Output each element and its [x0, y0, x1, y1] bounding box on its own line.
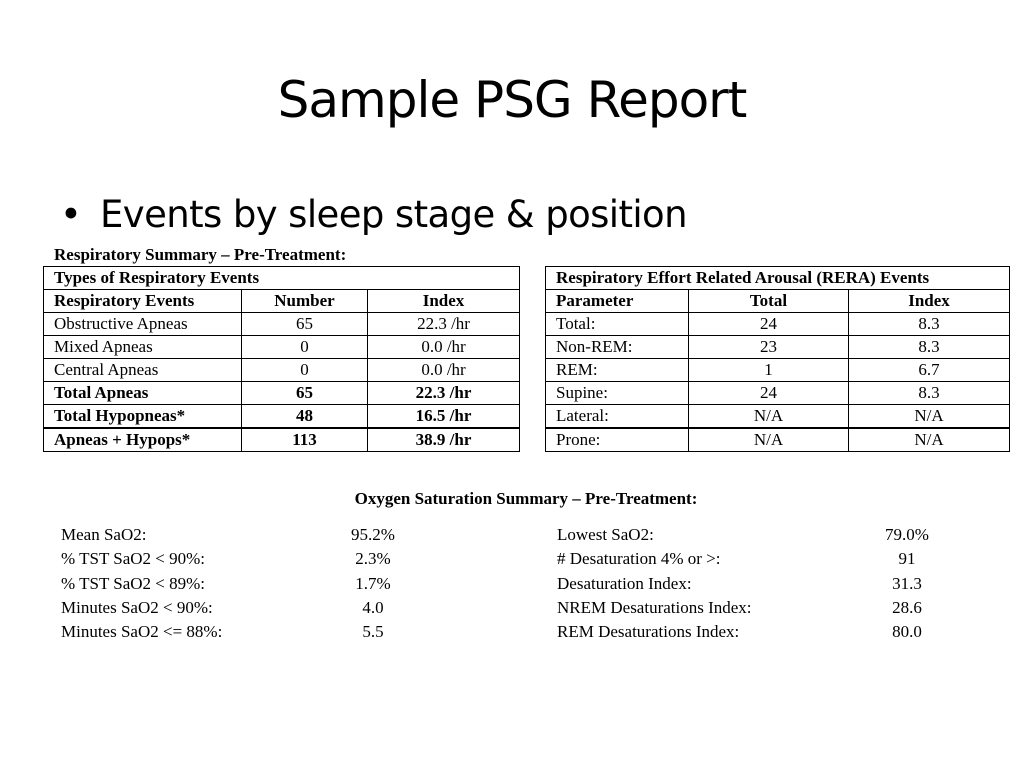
stat-label: Minutes SaO2 < 90%:: [61, 597, 213, 617]
row-index: 8.3: [849, 313, 1010, 336]
row-label: Apneas + Hypops*: [44, 428, 242, 452]
bullet-dot-icon: •: [60, 193, 82, 236]
row-label: Lateral:: [546, 405, 689, 429]
stat-value: 31.3: [892, 573, 922, 593]
stat-label: % TST SaO2 < 89%:: [61, 573, 206, 593]
stat-label: Minutes SaO2 <= 88%:: [61, 622, 223, 642]
stat-value: 79.0%: [885, 525, 929, 544]
table-row: [44, 336, 520, 359]
table-group-header: Types of Respiratory Events: [44, 267, 520, 290]
table-row: [44, 405, 520, 429]
stat-value: 28.6: [892, 597, 922, 617]
column-header: Index: [368, 290, 520, 313]
slide-title: Sample PSG Report: [277, 71, 747, 129]
row-total: 24: [689, 382, 849, 405]
row-label: Supine:: [546, 382, 689, 405]
row-number: 65: [242, 382, 368, 405]
row-number: 0: [242, 359, 368, 382]
row-index: 22.3 /hr: [368, 382, 520, 405]
stat-value: 91: [898, 549, 916, 569]
stat-label: NREM Desaturations Index:: [557, 597, 752, 617]
row-index: 22.3 /hr: [368, 313, 520, 336]
row-number: 113: [242, 428, 368, 452]
table-row: [44, 428, 520, 452]
column-header: Parameter: [546, 290, 689, 313]
row-index: 8.3: [849, 336, 1010, 359]
row-index: N/A: [849, 405, 1010, 429]
column-header: Index: [849, 290, 1010, 313]
stat-value: 95.2%: [351, 525, 395, 544]
oxygen-right-values: [856, 523, 958, 644]
stat-label: # Desaturation 4% or >:: [557, 549, 721, 569]
row-total: N/A: [689, 428, 849, 452]
stat-label: Desaturation Index:: [557, 573, 692, 593]
row-index: 8.3: [849, 382, 1010, 405]
table-group-header: Respiratory Effort Related Arousal (RERA) Events: [546, 267, 1010, 290]
stat-label: Mean SaO2:: [61, 525, 147, 544]
row-label: Non-REM:: [546, 336, 689, 359]
table-row: [546, 359, 1010, 382]
stat-value: 80.0: [892, 622, 922, 642]
oxygen-left-labels: [61, 523, 222, 644]
row-index: 6.7: [849, 359, 1010, 382]
row-number: 0: [242, 336, 368, 359]
bullet-point: [60, 190, 687, 240]
table-row: [44, 359, 520, 382]
column-header: Number: [242, 290, 368, 313]
table-row: [546, 336, 1010, 359]
row-total: 23: [689, 336, 849, 359]
row-total: 24: [689, 313, 849, 336]
table-row: [546, 428, 1010, 452]
row-index: 0.0 /hr: [368, 359, 520, 382]
row-index: 16.5 /hr: [368, 405, 520, 429]
row-total: N/A: [689, 405, 849, 429]
row-label: Central Apneas: [44, 359, 242, 382]
row-label: Mixed Apneas: [44, 336, 242, 359]
row-label: Prone:: [546, 428, 689, 452]
row-label: Obstructive Apneas: [44, 313, 242, 336]
row-label: Total Apneas: [44, 382, 242, 405]
oxygen-left-values: [320, 523, 426, 644]
oxygen-summary-title: Oxygen Saturation Summary – Pre-Treatment:: [354, 489, 698, 508]
row-label: REM:: [546, 359, 689, 382]
column-header: Respiratory Events: [44, 290, 242, 313]
stat-label: % TST SaO2 < 90%:: [61, 549, 206, 569]
stat-value: 1.7%: [355, 573, 391, 593]
table-row: [44, 313, 520, 336]
stat-value: 4.0: [362, 597, 384, 617]
row-label: Total:: [546, 313, 689, 336]
stat-value: 5.5: [362, 622, 384, 642]
table-row: [546, 382, 1010, 405]
stat-label: REM Desaturations Index:: [557, 622, 740, 642]
bullet-text: Events by sleep stage & position: [100, 193, 687, 236]
row-total: 1: [689, 359, 849, 382]
row-index: 0.0 /hr: [368, 336, 520, 359]
table-row: [546, 313, 1010, 336]
row-index: 38.9 /hr: [368, 428, 520, 452]
rera-events-table: [545, 266, 1010, 452]
stat-value: 2.3%: [355, 549, 391, 569]
row-index: N/A: [849, 428, 1010, 452]
table-row: [44, 382, 520, 405]
respiratory-summary-caption: Respiratory Summary – Pre-Treatment:: [54, 245, 347, 264]
stat-label: Lowest SaO2:: [557, 525, 654, 544]
oxygen-right-labels: [557, 523, 752, 644]
column-header: Total: [689, 290, 849, 313]
respiratory-events-table: [43, 266, 520, 452]
row-number: 65: [242, 313, 368, 336]
table-row: [546, 405, 1010, 429]
row-number: 48: [242, 405, 368, 429]
row-label: Total Hypopneas*: [44, 405, 242, 429]
